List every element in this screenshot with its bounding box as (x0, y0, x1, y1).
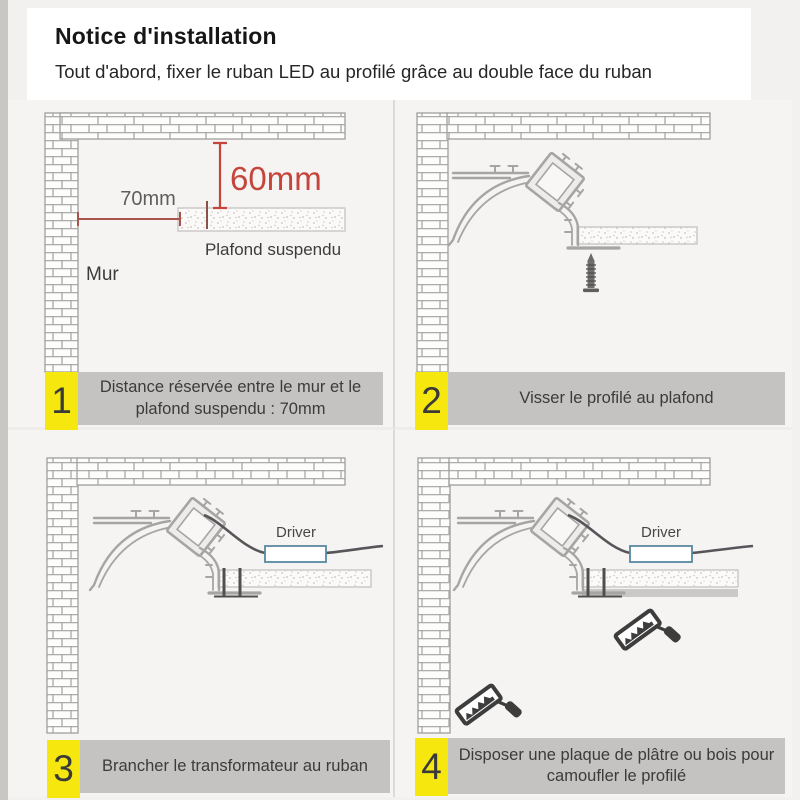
step-panel-4 (395, 430, 792, 797)
dimension-70mm-label: 70mm (120, 188, 176, 210)
suspended-ceiling-board (178, 208, 345, 231)
step2-caption-text: Visser le profilé au plafond (448, 372, 785, 425)
page-title: Notice d'installation (55, 23, 277, 49)
brick-wall (47, 458, 78, 733)
page-subtitle: Tout d'abord, fixer le ruban LED au profilé grâce au double face du ruban (55, 61, 652, 82)
page-left-border (0, 0, 8, 800)
brick-wall (417, 113, 448, 372)
driver-label: Driver (276, 524, 316, 541)
step4-caption-text: Disposer une plaque de plâtre ou bois pour camoufler le profilé (448, 738, 785, 794)
step3-caption-text: Brancher le transformateur au ruban (80, 740, 390, 793)
step2-caption (415, 372, 785, 430)
suspended-ceiling-board (577, 227, 697, 244)
paint-roller-icon (456, 679, 524, 745)
notice-header (27, 8, 751, 100)
driver-box (630, 546, 692, 562)
screw-icon (583, 253, 599, 292)
dimension-70mm-line (78, 212, 180, 226)
step3-number-badge: 3 (47, 740, 80, 798)
step1-caption (45, 372, 383, 430)
step1-caption-text: Distance réservée entre le mur et le plafond suspendu : 70mm (78, 372, 383, 425)
wall-label: Mur (86, 264, 119, 285)
suspended-ceiling-label: Plafond suspendu (204, 240, 342, 259)
brick-ceiling (60, 113, 345, 139)
step-panel-2 (395, 100, 792, 430)
paint-roller-icon (615, 604, 683, 670)
brick-wall (45, 113, 78, 372)
step1-number-badge: 1 (45, 372, 78, 430)
brick-ceiling (77, 458, 345, 485)
step3-caption (47, 740, 390, 798)
brick-wall (418, 458, 450, 733)
step4-caption (415, 738, 785, 796)
driver-box (265, 546, 326, 562)
step-panel-1 (8, 100, 395, 430)
brick-ceiling (449, 458, 710, 485)
step-panel-3 (8, 430, 395, 797)
dimension-60mm-line (213, 143, 227, 208)
driver-label: Driver (641, 524, 681, 541)
dimension-60mm-label: 60mm (230, 160, 322, 197)
brick-ceiling (447, 113, 710, 139)
step4-number-badge: 4 (415, 738, 448, 796)
step2-number-badge: 2 (415, 372, 448, 430)
